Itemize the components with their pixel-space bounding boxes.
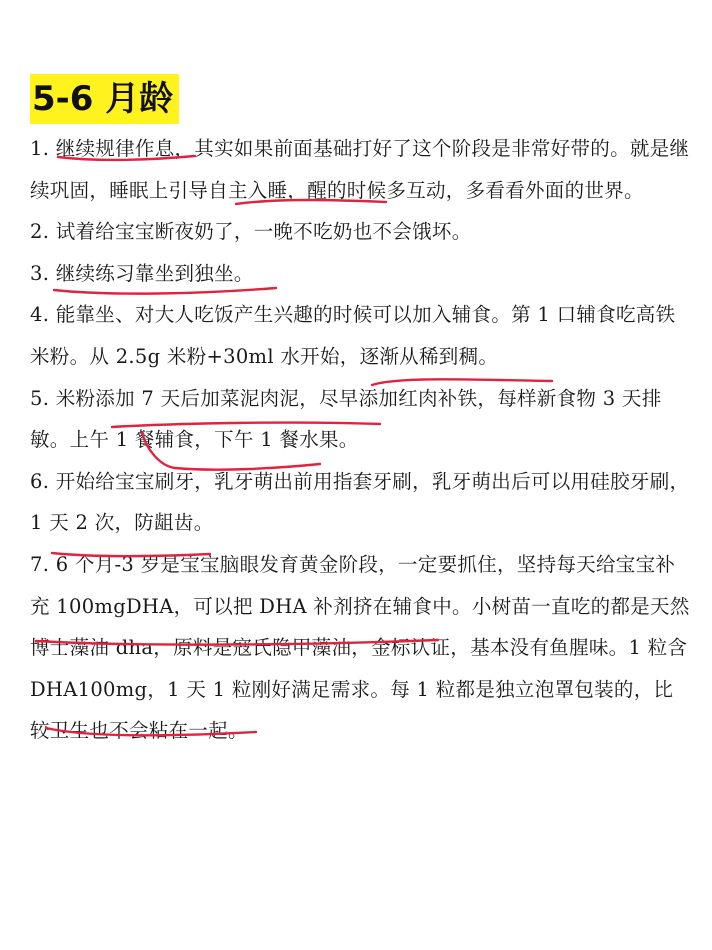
page-title: 5-6 月龄 [30,74,179,124]
list-item: 2. 试着给宝宝断夜奶了，一晚不吃奶也不会饿坏。 [30,220,472,244]
list-item: 5. 米粉添加 7 天后加菜泥肉泥，尽早添加红肉补铁，每样新食物 3 天排敏。上午 1 餐辅食，下午 1 餐水果。 [30,386,662,452]
list-item: 3. 继续练习靠坐到独坐。 [30,261,254,285]
list-item: 1. 继续规律作息，其实如果前面基础打好了这个阶段是非常好带的。就是继续巩固，睡眠上引导自主入睡，醒的时候多互动，多看看外面的世界。 [30,137,690,202]
list-item: 4. 能靠坐、对大人吃饭产生兴趣的时候可以加入辅食。第 1 口辅食吃高铁米粉。从 2.5g 米粉+30ml 水开始，逐渐从稀到稠。 [30,303,676,368]
article-body [30,128,690,752]
list-item: 7. 6 个月-3 岁是宝宝脑眼发育黄金阶段，一定要抓住，坚持每天给宝宝补充 100mgDHA，可以把 DHA 补剂挤在辅食中。小树苗一直吃的都是天然博士藻油 dha，原料是寇氏隐甲藻油，金标认证，基本没有鱼腥味。1 粒含 DHA100mg，1 天 1 粒刚好满足需求。每 1 粒都是独立泡罩包装的，比较卫生也不会粘在一起。 [30,552,690,743]
list-item: 6. 开始给宝宝刷牙，乳牙萌出前用指套牙刷，乳牙萌出后可以用硅胶牙刷，1 天 2 次，防龃齿。 [30,469,690,535]
